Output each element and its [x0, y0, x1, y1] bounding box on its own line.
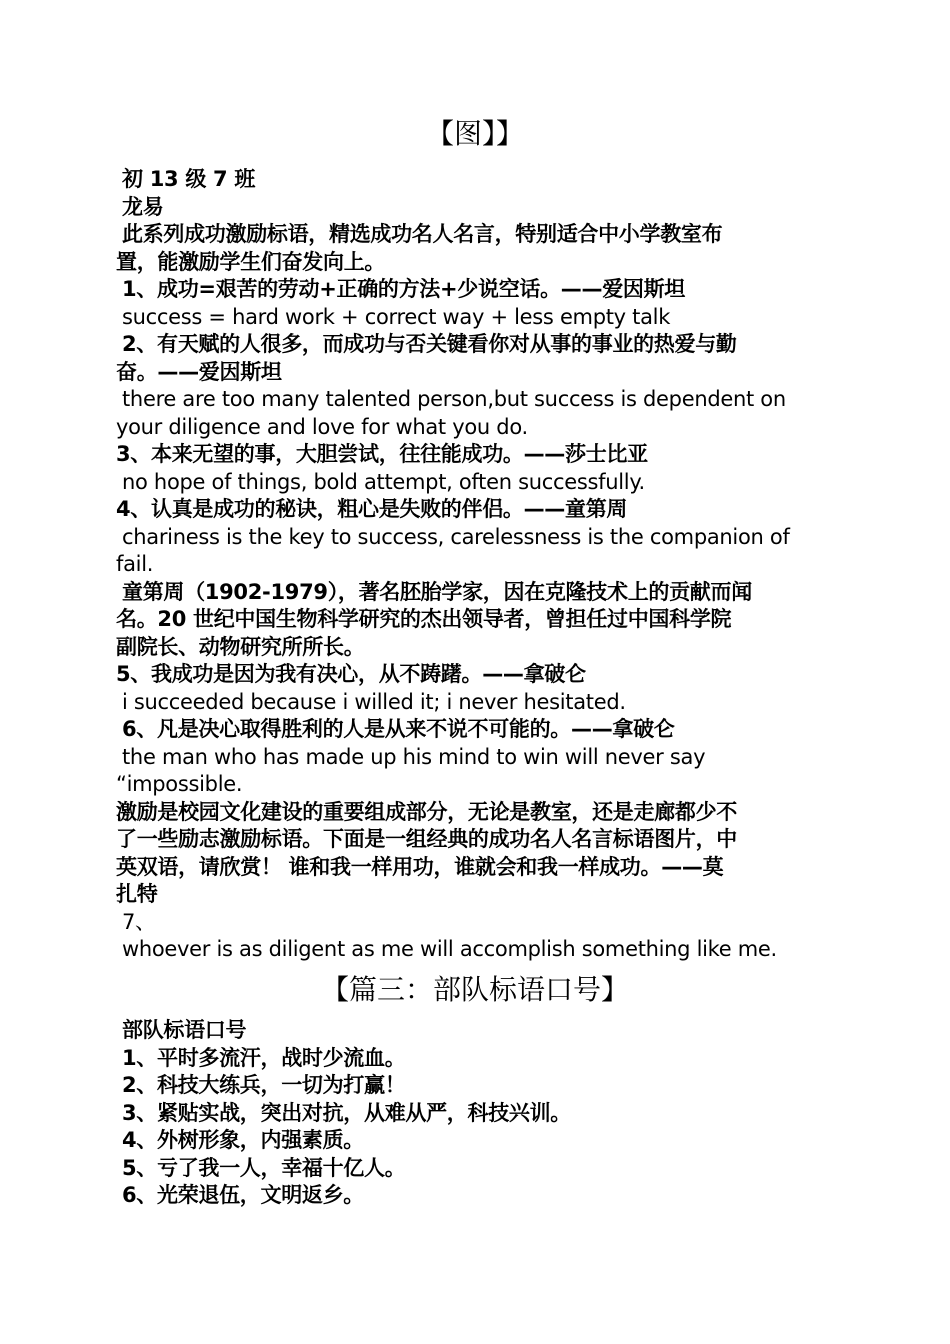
quote-en: the man who has made up his mind to win will never say [122, 744, 706, 769]
quote-en: there are too many talented person,but success is dependent on [122, 387, 786, 411]
section-title: 【篇三：部队标语口号】 [320, 973, 629, 1006]
quote-cn: 5、我成功是因为我有决心，从不踌躇。——拿破仑 [116, 662, 586, 686]
author-name: 龙易 [122, 194, 164, 219]
slogan-item: 2、科技大练兵，一切为打赢！ [122, 1073, 406, 1097]
paragraph-line: 了一些励志激励标语。下面是一组经典的成功名人名言标语图片，中 [116, 827, 737, 851]
quote-cn: 3、本来无望的事，大胆尝试，往往能成功。——莎士比亚 [116, 442, 648, 466]
slogan-item: 1、平时多流汗，战时少流血。 [122, 1045, 406, 1070]
quote-number: 7、 [122, 909, 156, 934]
slogan-item: 3、紧贴实战，突出对抗，从难从严，科技兴训。 [122, 1100, 572, 1125]
quote-en: “impossible. [116, 772, 243, 796]
intro-line: 置，能激励学生们奋发向上。 [116, 249, 386, 274]
slogan-item: 4、外树形象，内强素质。 [122, 1128, 365, 1152]
quote-cn: 奋。——爱因斯坦 [116, 359, 282, 384]
slogan-item: 5、亏了我一人，幸福十亿人。 [122, 1155, 406, 1180]
bio-line: 童第周（1902-1979），著名胚胎学家，因在克隆技术上的贡献而闻 [122, 579, 752, 604]
quote-cn: 6、凡是决心取得胜利的人是从来不说不可能的。——拿破仑 [122, 717, 675, 741]
quote-en: i succeeded because i willed it; i never hesitated. [122, 689, 626, 714]
slogan-list [116, 1017, 846, 1210]
quote-en: success = hard work + correct way + less empty talk [122, 304, 671, 329]
quote-en: chariness is the key to success, carelessness is the companion of [122, 524, 790, 549]
section-subtitle: 部队标语口号 [122, 1018, 247, 1042]
class-label: 初 13 级 7 班 [122, 167, 256, 191]
quote-en: whoever is as diligent as me will accomplish something like me. [122, 937, 777, 961]
quote-cn: 1、成功=艰苦的劳动+正确的方法+少说空话。——爱因斯坦 [122, 277, 685, 301]
main-text-block [116, 166, 846, 964]
paragraph-line: 英双语，请欣赏！ 谁和我一样用功，谁就会和我一样成功。——莫 [116, 854, 724, 879]
paragraph-line: 激励是校园文化建设的重要组成部分，无论是教室，还是走廊都少不 [116, 799, 737, 824]
quote-en: fail. [116, 552, 154, 576]
slogan-item: 6、光荣退伍，文明返乡。 [122, 1183, 365, 1207]
bio-line: 副院长、动物研究所所长。 [116, 634, 365, 659]
quote-en: your diligence and love for what you do. [116, 414, 528, 439]
quote-cn: 4、认真是成功的秘诀，粗心是失败的伴侣。——童第周 [116, 497, 628, 521]
bio-line: 名。20 世纪中国生物科学研究的杰出领导者，曾担任过中国科学院 [116, 607, 732, 631]
quote-cn: 2、有天赋的人很多，而成功与否关键看你对从事的事业的热爱与勤 [122, 332, 737, 356]
page-title: 【图】】 [425, 117, 524, 150]
intro-line: 此系列成功激励标语，精选成功名人名言，特别适合中小学教室布 [122, 222, 723, 246]
quote-en: no hope of things, bold attempt, often successfully. [122, 469, 645, 494]
paragraph-line: 扎特 [116, 882, 158, 906]
